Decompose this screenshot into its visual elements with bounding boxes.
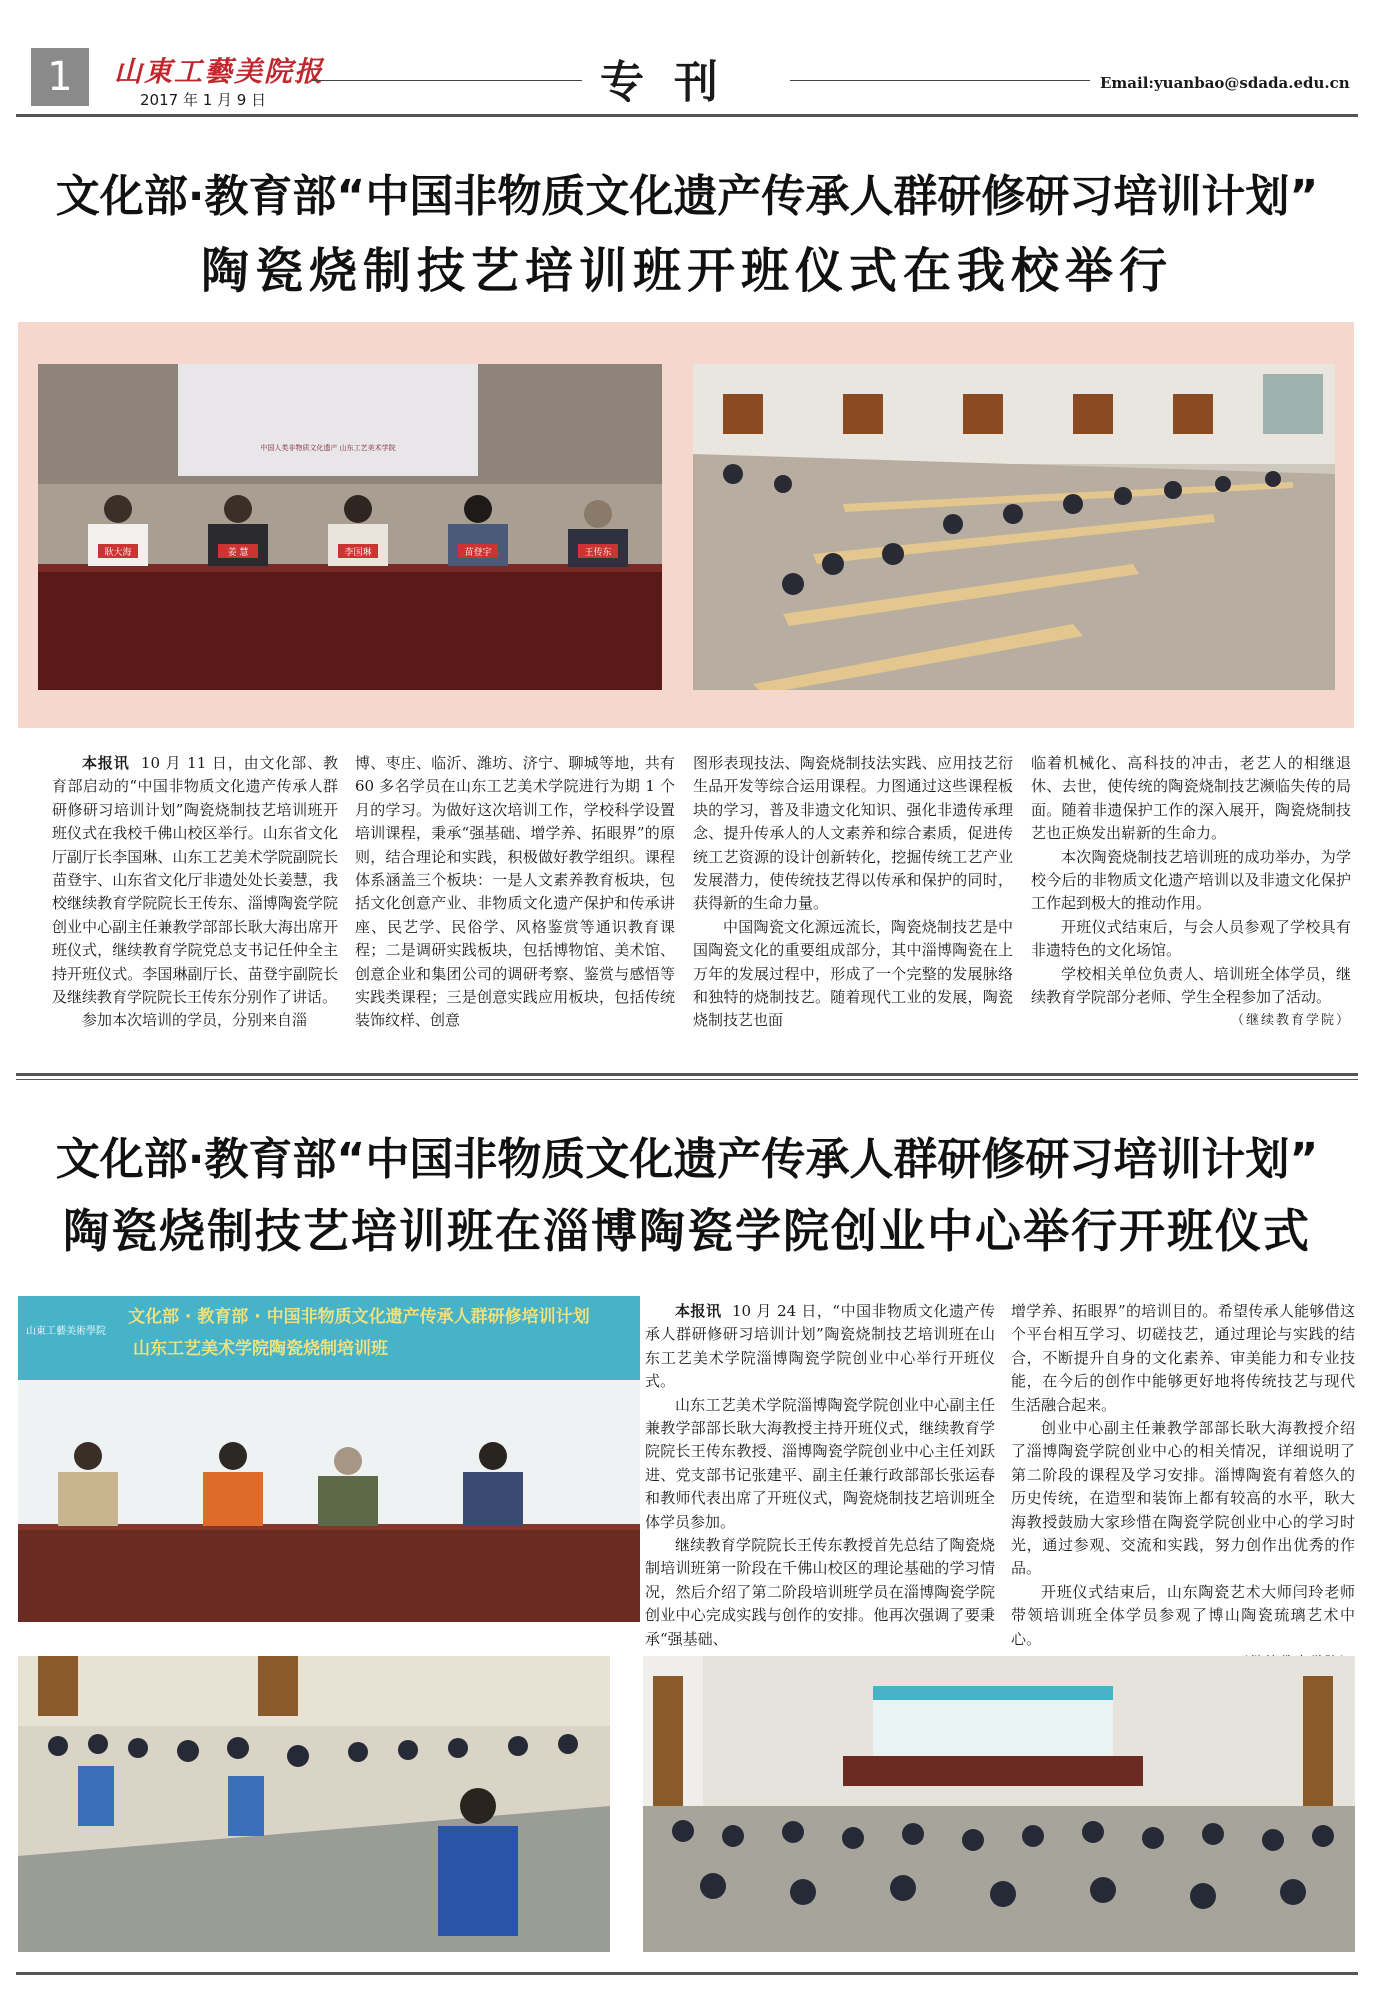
article1-paragraph-6: 学校相关单位负责人、培训班全体学员，继续教育学院部分老师、学生全程参加了活动。	[1031, 964, 1351, 1007]
article2-column-2	[1011, 1300, 1355, 1675]
article1-photo-auditorium	[693, 364, 1335, 690]
article2-paragraph-3-start: 继续教育学院院长王传东教授首先总结了陶瓷烧制培训班第一阶段在千佛山校区的理论基础的学习情况，然后介绍了第二阶段培训班学员在淄博陶瓷学院创业中心完成实践与创作的安排。他再次强调了要秉承“强基础、	[645, 1536, 995, 1648]
paper-name: 山東工藝美院报	[114, 55, 325, 88]
contact-email[interactable]: Email:yuanbao@sdada.edu.cn	[1100, 74, 1350, 92]
banner-line-2: 山东工艺美术学院陶瓷烧制培训班	[133, 1339, 388, 1359]
page-number: 1	[31, 48, 89, 106]
masthead-rule-right	[790, 80, 1090, 81]
article1-paragraph-4: 本次陶瓷烧制技艺培训班的成功举办，为学校今后的非物质文化遗产培训以及非遗文化保护工作起到极大的推动作用。	[1031, 847, 1351, 913]
article1-lead: 本报讯	[82, 754, 130, 772]
article-divider	[16, 1073, 1358, 1076]
article2-paragraph-3-end: 增学养、拓眼界”的培训目的。希望传承人能够借这个平台相互学习、切磋技艺，通过理论与实践的结合，不断提升自身的文化素养、审美能力和专业技能，在今后的创作中能够更好地将传统技艺与现代生活融合起来。	[1011, 1302, 1355, 1414]
nameplate-1: 耿大海	[104, 548, 132, 558]
masthead-rule-left	[312, 80, 582, 81]
stage-scene	[18, 1296, 640, 1622]
article1-paragraph-2-cont: 博、枣庄、临沂、潍坊、济宁、聊城等地，共有 60 多名学员在山东工艺美术学院进行为期 1 个月的学习。为做好这次培训工作，学校科学设置培训课程，秉承“强基础、增学养、拓眼界”的原则，结合理论和实践，积极做好教学组织。课程体系涵盖三个板块：一是人文素养教育板块，包括文化创意产业、非物质文化遗产保护和传承讲座、民艺学、民俗学、风格鉴赏等通识教育课程；二是调研实践板块，包括博物馆、美术馆、创意企业和集团公司的调研考察、鉴赏与感悟等实践类课程；三是创意实践应用板块，包括传统装饰纹样、创意	[355, 754, 675, 1030]
head-table-scene	[38, 364, 662, 690]
nameplate-5: 王传东	[584, 548, 612, 558]
article2-headline-line2: 陶瓷烧制技艺培训班在淄博陶瓷学院创业中心举行开班仪式	[63, 1204, 1311, 1258]
nameplate-3: 李国琳	[344, 548, 372, 558]
article1-paragraph-5: 开班仪式结束后，与会人员参观了学校具有非遗特色的文化场馆。	[1031, 917, 1351, 960]
audience-left-scene	[18, 1656, 610, 1952]
issue-date: 2017 年 1 月 9 日	[140, 91, 267, 109]
article-divider-thin	[16, 1079, 1358, 1080]
article2-paragraph-4: 创业中心副主任兼教学部部长耿大海教授介绍了淄博陶瓷学院创业中心的相关情况，详细说明了第二阶段的课程及学习安排。淄博陶瓷有着悠久的历史传统，在造型和装饰上都有较高的水平，耿大海教授鼓励大家珍惜在陶瓷学院创业中心的学习时光，通过参观、交流和实践，努力创作出优秀的作品。	[1011, 1419, 1355, 1578]
article1-byline: （继续教育学院）	[1230, 1013, 1351, 1029]
nameplate-2: 姜 慧	[227, 548, 249, 558]
article1-column-3	[693, 752, 1013, 1033]
article1-paragraph-3-start: 中国陶瓷文化源远流长，陶瓷烧制技艺是中国陶瓷文化的重要组成部分，其中淄博陶瓷在上万年的发展过程中，形成了一个完整的发展脉络和独特的烧制技艺。随着现代工业的发展，陶瓷烧制技艺也面	[693, 917, 1013, 1030]
nameplate-4: 苗登宇	[464, 548, 492, 558]
page-bottom-rule	[16, 1972, 1358, 1975]
banner-line-1: 文化部 · 教育部 · 中国非物质文化遗产传承人群研修培训计划	[128, 1307, 590, 1327]
article1-column-1	[52, 752, 338, 1033]
article2-column-1	[645, 1300, 995, 1651]
article2-paragraph-2: 山东工艺美术学院淄博陶瓷学院创业中心副主任兼教学部部长耿大海教授主持开班仪式，继续教育学院院长王传东教授、淄博陶瓷学院创业中心主任刘跃进、党支部书记张建平、副主任兼行政部部长张运春和教师代表出席了开班仪式，陶瓷烧制技艺培训班全体学员参加。	[645, 1395, 995, 1531]
article1-column-2	[355, 752, 675, 1033]
article2-paragraph-5: 开班仪式结束后，山东陶瓷艺术大师闫玲老师带领培训班全体学员参观了博山陶瓷琉璃艺术中心。	[1011, 1582, 1355, 1648]
article1-headline-line2: 陶瓷烧制技艺培训班开班仪式在我校举行	[200, 243, 1173, 299]
article2-paragraph-1: 10 月 24 日，“中国非物质文化遗产传承人群研修研习培训计划”陶瓷烧制技艺培训班在山东工艺美术学院淄博陶瓷学院创业中心举行开班仪式。	[645, 1302, 995, 1391]
article2-headline-line1: 文化部·教育部“中国非物质文化遗产传承人群研修研习培训计划”	[55, 1134, 1319, 1185]
audience-right-scene	[643, 1656, 1355, 1952]
article2-photo-audience-left	[18, 1656, 610, 1952]
article1-paragraph-2-start: 参加本次培训的学员，分别来自淄	[82, 1011, 308, 1030]
article1-paragraph-1: 10 月 11 日，由文化部、教育部启动的“中国非物质文化遗产传承人群研修研习培训计划”陶瓷烧制技艺培训班开班仪式在我校千佛山校区举行。山东省文化厅副厅长李国琳、山东工艺美术学院副院长苗登宇、山东省文化厅非遗处处长姜慧，我校继续教育学院院长王传东、淄博陶瓷学院创业中心副主任兼教学部部长耿大海出席开班仪式，继续教育学院党总支书记任仲全主持开班仪式。李国琳副厅长、苗登宇副院长及继续教育学院院长王传东分别作了讲话。	[52, 754, 338, 1007]
article2-photo-audience-right	[643, 1656, 1355, 1952]
article1-paragraph-3-end: 临着机械化、高科技的冲击，老艺人的相继退休、去世，使传统的陶瓷烧制技艺濒临失传的局面。随着非遗保护工作的深入展开，陶瓷烧制技艺也正焕发出崭新的生命力。	[1031, 754, 1351, 843]
article1-column-4	[1031, 752, 1351, 1033]
banner-logo: 山東工藝美術學院	[26, 1326, 106, 1337]
article2-lead: 本报讯	[675, 1302, 722, 1320]
screen-caption: 中国人类非物质文化遗产 山东工艺美术学院	[260, 444, 396, 452]
article1-paragraph-2-end: 图形表现技法、陶瓷烧制技法实践、应用技艺衍生品开发等综合运用课程。力图通过这些课程板块的学习，普及非遗文化知识、强化非遗传承理念、提升传承人的人文素养和综合素质，促进传统工艺资源的设计创新转化，挖掘传统工艺产业发展潜力，使传统技艺得以传承和保护的同时，获得新的生命力量。	[693, 754, 1013, 913]
article1-headline-line1: 文化部·教育部“中国非物质文化遗产传承人群研修研习培训计划”	[55, 171, 1319, 222]
article1-photo-head-table	[38, 364, 662, 690]
auditorium-scene	[693, 364, 1335, 690]
masthead-divider	[16, 114, 1358, 117]
section-title: 专刊	[600, 57, 748, 108]
article2-photo-stage	[18, 1296, 640, 1622]
